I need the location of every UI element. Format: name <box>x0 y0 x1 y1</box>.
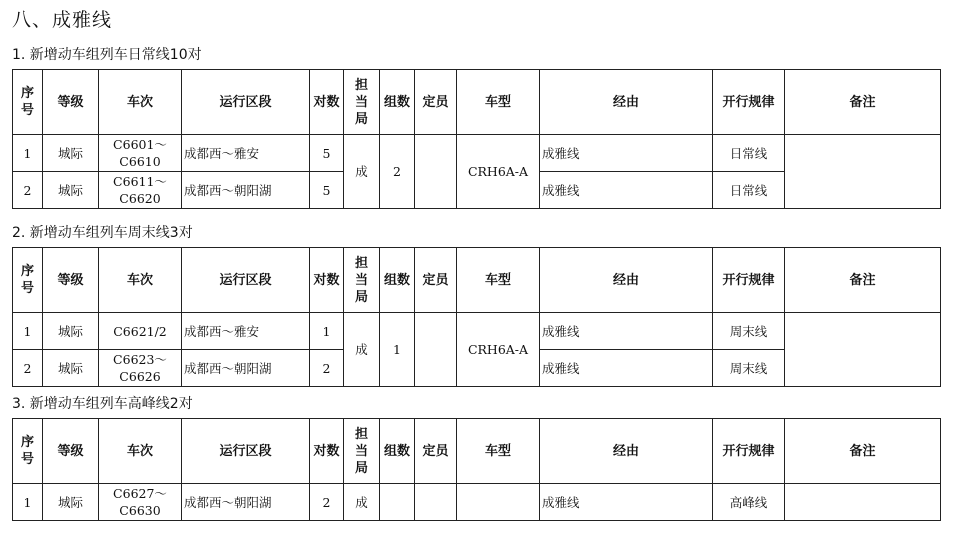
table-row <box>13 135 941 172</box>
cell-bureau: 成 <box>344 484 380 521</box>
col-header-note: 备注 <box>785 419 941 484</box>
cell-rule: 日常线 <box>713 172 785 209</box>
cell-groups <box>380 484 415 521</box>
col-header-level: 等级 <box>43 419 99 484</box>
col-header-capacity: 定员 <box>415 248 457 313</box>
col-header-no: 序号 <box>13 248 43 313</box>
cell-pairs: 2 <box>310 350 344 387</box>
cell-via: 成雅线 <box>540 484 713 521</box>
col-header-via: 经由 <box>540 419 713 484</box>
col-header-groups: 组数 <box>380 248 415 313</box>
col-header-bureau: 担当局 <box>344 248 380 313</box>
timetable-peak <box>12 418 941 521</box>
cell-train: C6621/2 <box>99 313 182 350</box>
cell-no: 2 <box>13 172 43 209</box>
col-header-groups: 组数 <box>380 419 415 484</box>
cell-rule: 高峰线 <box>713 484 785 521</box>
section-title: 2. 新增动车组列车周末线3对 <box>12 225 193 241</box>
cell-capacity <box>415 313 457 387</box>
col-header-train: 车次 <box>99 419 182 484</box>
col-header-pairs: 对数 <box>310 248 344 313</box>
cell-via: 成雅线 <box>540 350 713 387</box>
col-header-rule: 开行规律 <box>713 248 785 313</box>
col-header-via: 经由 <box>540 248 713 313</box>
cell-capacity <box>415 135 457 209</box>
col-header-no: 序号 <box>13 419 43 484</box>
cell-note <box>785 484 941 521</box>
header-row <box>13 248 941 313</box>
cell-train: C6611～C6620 <box>99 172 182 209</box>
col-header-pairs: 对数 <box>310 419 344 484</box>
timetable-weekend <box>12 247 941 387</box>
cell-model <box>457 484 540 521</box>
cell-pairs: 5 <box>310 135 344 172</box>
cell-no: 1 <box>13 313 43 350</box>
cell-bureau: 成 <box>344 135 380 209</box>
header-row <box>13 70 941 135</box>
cell-via: 成雅线 <box>540 172 713 209</box>
col-header-segment: 运行区段 <box>182 248 310 313</box>
col-header-model: 车型 <box>457 70 540 135</box>
col-header-rule: 开行规律 <box>713 419 785 484</box>
col-header-note: 备注 <box>785 70 941 135</box>
cell-rule: 日常线 <box>713 135 785 172</box>
cell-groups: 2 <box>380 135 415 209</box>
cell-model: CRH6A-A <box>457 313 540 387</box>
col-header-level: 等级 <box>43 70 99 135</box>
cell-model: CRH6A-A <box>457 135 540 209</box>
col-header-segment: 运行区段 <box>182 419 310 484</box>
cell-no: 2 <box>13 350 43 387</box>
section-title: 3. 新增动车组列车高峰线2对 <box>12 396 193 412</box>
cell-segment: 成都西～朝阳湖 <box>182 172 310 209</box>
col-header-note: 备注 <box>785 248 941 313</box>
col-header-no: 序号 <box>13 70 43 135</box>
timetable-daily <box>12 69 941 209</box>
col-header-via: 经由 <box>540 70 713 135</box>
cell-rule: 周末线 <box>713 313 785 350</box>
cell-level: 城际 <box>43 484 99 521</box>
table-row <box>13 313 941 350</box>
cell-segment: 成都西～朝阳湖 <box>182 350 310 387</box>
cell-level: 城际 <box>43 350 99 387</box>
cell-level: 城际 <box>43 313 99 350</box>
cell-no: 1 <box>13 484 43 521</box>
col-header-segment: 运行区段 <box>182 70 310 135</box>
cell-pairs: 2 <box>310 484 344 521</box>
cell-via: 成雅线 <box>540 313 713 350</box>
cell-pairs: 5 <box>310 172 344 209</box>
col-header-train: 车次 <box>99 248 182 313</box>
col-header-rule: 开行规律 <box>713 70 785 135</box>
cell-pairs: 1 <box>310 313 344 350</box>
col-header-train: 车次 <box>99 70 182 135</box>
cell-groups: 1 <box>380 313 415 387</box>
col-header-model: 车型 <box>457 248 540 313</box>
col-header-capacity: 定员 <box>415 70 457 135</box>
cell-capacity <box>415 484 457 521</box>
col-header-groups: 组数 <box>380 70 415 135</box>
col-header-bureau: 担当局 <box>344 419 380 484</box>
cell-level: 城际 <box>43 172 99 209</box>
cell-rule: 周末线 <box>713 350 785 387</box>
document-title: 八、成雅线 <box>12 9 113 31</box>
cell-train: C6627～C6630 <box>99 484 182 521</box>
col-header-pairs: 对数 <box>310 70 344 135</box>
header-row <box>13 419 941 484</box>
cell-segment: 成都西～雅安 <box>182 313 310 350</box>
cell-bureau: 成 <box>344 313 380 387</box>
cell-segment: 成都西～雅安 <box>182 135 310 172</box>
section-title: 1. 新增动车组列车日常线10对 <box>12 47 202 63</box>
cell-note <box>785 313 941 387</box>
col-header-level: 等级 <box>43 248 99 313</box>
cell-note <box>785 135 941 209</box>
col-header-bureau: 担当局 <box>344 70 380 135</box>
col-header-model: 车型 <box>457 419 540 484</box>
cell-via: 成雅线 <box>540 135 713 172</box>
table-row <box>13 484 941 521</box>
cell-level: 城际 <box>43 135 99 172</box>
cell-train: C6623～C6626 <box>99 350 182 387</box>
cell-train: C6601～C6610 <box>99 135 182 172</box>
col-header-capacity: 定员 <box>415 419 457 484</box>
cell-no: 1 <box>13 135 43 172</box>
cell-segment: 成都西～朝阳湖 <box>182 484 310 521</box>
